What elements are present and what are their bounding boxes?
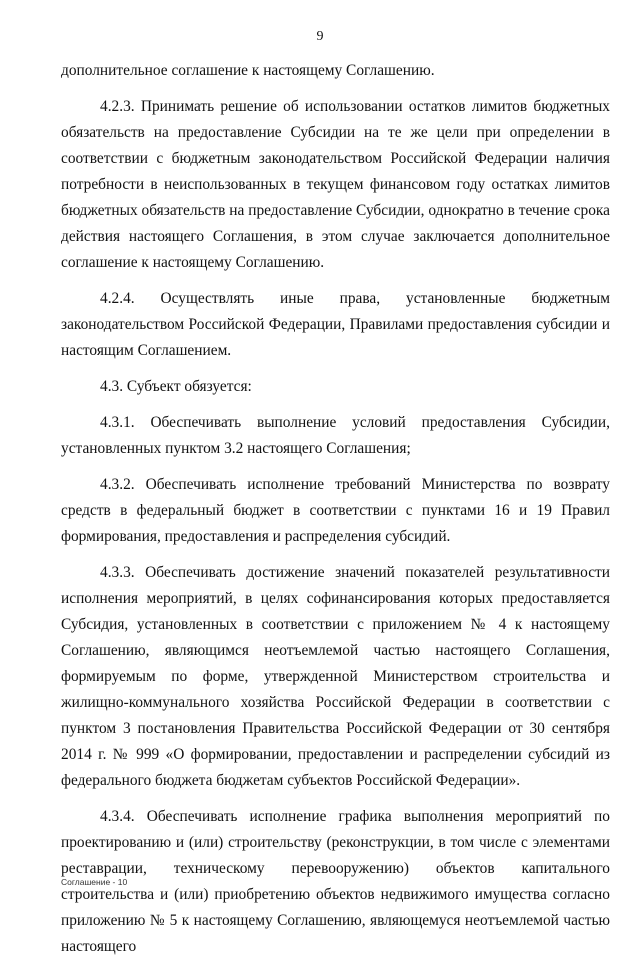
paragraph-4-3-2: 4.3.2. Обеспечивать исполнение требований Министерства по возврату средств в федеральный бюджет в соответствии с пунктами 16 и 19 Правил формирования, предоставления и распределения субсидий. xyxy=(61,476,610,545)
paragraph-continuation: дополнительное соглашение к настоящему Соглашению. xyxy=(61,62,435,79)
paragraph-4-3-3: 4.3.3. Обеспечивать достижение значений показателей результативности исполнения мероприятий, в целях софинансирования которых предоставляется Субсидия, установленных в соответствии с приложением № 4 к настоящему Соглашению, являющимся неотъемлемой частью настоящего Соглашения, формируемым по форме, утвержденной Министерством строительства и жилищно-коммунального хозяйства Российской Федерации в соответствии с пунктом 3 постановления Правительства Российской Федерации от 30 сентября 2014 г. № 999 «О формировании, предоставлении и распределении субсидий из федерального бюджета бюджетам субъектов Российской Федерации». xyxy=(61,564,610,789)
paragraph-4-2-4: 4.2.4. Осуществлять иные права, установленные бюджетным законодательством Российской Федерации, Правилами предоставления субсидии и настоящим Соглашением. xyxy=(61,290,610,359)
paragraph-4-3-4: 4.3.4. Обеспечивать исполнение графика выполнения мероприятий по проектированию и (или) строительству (реконструкции, в том числе с элементами реставрации, техническому перевооружению) объектов капитального строительства и (или) приобретению объектов недвижимого имущества согласно приложению № 5 к настоящему Соглашению, являющемуся неотъемлемой частью настоящего xyxy=(61,808,610,955)
paragraph-4-3-1: 4.3.1. Обеспечивать выполнение условий предоставления Субсидии, установленных пунктом 3.2 настоящего Соглашения; xyxy=(61,414,610,457)
page-footer: Соглашение - 10 xyxy=(61,877,128,887)
paragraph-4-3: 4.3. Субъект обязуется: xyxy=(100,378,252,395)
document-body xyxy=(61,58,610,960)
paragraph-4-2-3: 4.2.3. Принимать решение об использовании остатков лимитов бюджетных обязательств на предоставление Субсидии на те же цели при определении в соответствии с бюджетным законодательством Российской Федерации наличия потребности в неиспользованных в текущем финансовом году остатках лимитов бюджетных обязательств на предоставление Субсидии, однократно в течение срока действия настоящего Соглашения, в этом случае заключается дополнительное соглашение к настоящему Соглашению. xyxy=(61,98,610,271)
page-number: 9 xyxy=(316,29,324,44)
